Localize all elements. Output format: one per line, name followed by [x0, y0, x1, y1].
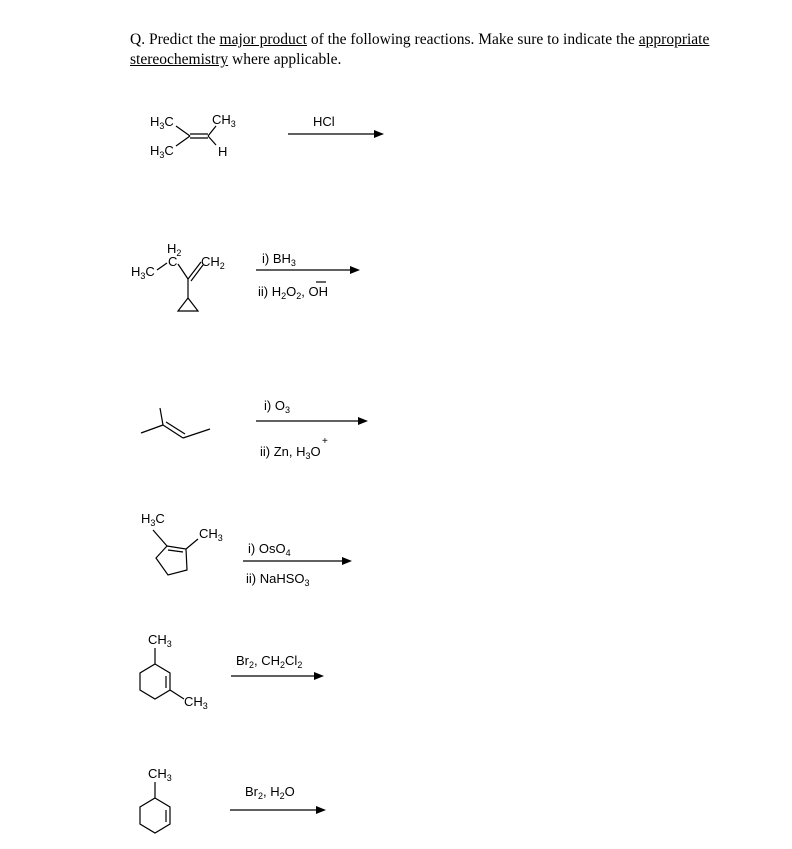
r3-bond — [160, 408, 163, 425]
r2-label-d: $H_3C$ — [131, 264, 155, 281]
r3-positive-charge: + — [322, 436, 328, 447]
r4-bond — [153, 530, 167, 546]
reaction-6-substrate — [140, 766, 172, 833]
r4-ring-double-bond — [168, 550, 183, 552]
reaction-1-substrate — [150, 112, 236, 160]
r1-label-b: $CH_3$ — [212, 112, 236, 129]
r3-reagent-2: ii) Zn, $H_3O$ — [260, 444, 321, 461]
r6-arrowhead — [316, 806, 326, 814]
r1-bond — [208, 126, 216, 136]
r3-bond — [183, 429, 210, 438]
r1-label-a: $H_3C$ — [150, 114, 174, 131]
reaction-4-substrate — [141, 511, 223, 575]
r3-reagent-1: i) $O_3$ — [264, 398, 290, 415]
r4-arrowhead — [342, 557, 352, 565]
r2-label-a: $H_2$ — [167, 241, 182, 258]
r6-label-a: $CH_3$ — [148, 766, 172, 783]
question-underlined-stereochemistry: appropriate stereochemistry — [130, 31, 710, 68]
r1-reagent-1: HCl — [313, 114, 335, 129]
r1-label-c: $H_3C$ — [150, 143, 174, 160]
reaction-3-substrate — [141, 408, 210, 438]
r5-label-b: $CH_3$ — [184, 694, 208, 711]
r4-label-a: $H_3C$ — [141, 511, 165, 528]
reaction-5 — [140, 632, 324, 711]
r2-arrowhead — [350, 266, 360, 274]
r5-reagent-1: $Br_2$, $CH_2Cl_2$ — [236, 653, 303, 670]
r3-arrowhead — [358, 417, 368, 425]
r2-bond — [178, 264, 188, 279]
r1-bond — [176, 136, 190, 146]
r4-label-b: $CH_3$ — [199, 526, 223, 543]
r1-bond — [176, 126, 190, 136]
r2-bond — [157, 263, 167, 270]
r2-reagent-1: i) $BH_3$ — [262, 251, 296, 268]
r5-label-a: $CH_3$ — [148, 632, 172, 649]
question-prefix: Q. Predict the — [130, 31, 220, 48]
reaction-3 — [141, 398, 368, 461]
question-suffix: where applicable. — [228, 51, 342, 68]
question-middle: of the following reactions. Make sure to indicate the — [306, 31, 639, 48]
r5-arrowhead — [314, 672, 324, 680]
r2-label-c: $CH_2$ — [201, 254, 225, 271]
question-underlined-major-product: major product — [219, 31, 307, 48]
r2-cyclopropane — [178, 298, 198, 311]
r2-reagent-2: ii) $H_2O_2$, OH — [258, 284, 328, 301]
reaction-2-substrate — [131, 241, 225, 311]
r5-bond — [170, 690, 184, 699]
r2-label-b: C — [168, 254, 178, 269]
r6-reagent-1: $Br_2$, $H_2O$ — [245, 784, 295, 801]
reaction-5-substrate — [140, 632, 208, 711]
r4-reagent-1: i) OsO$_4$ — [248, 541, 291, 558]
r4-bond — [186, 539, 198, 549]
r3-bond — [141, 425, 163, 433]
r3-double-bond — [166, 422, 185, 434]
r1-arrowhead — [374, 130, 384, 138]
r1-label-d: H — [218, 144, 228, 159]
reaction-2 — [131, 241, 360, 311]
r1-bond — [208, 136, 216, 145]
reaction-4 — [141, 511, 352, 588]
reaction-6 — [140, 766, 326, 833]
reaction-1 — [150, 112, 384, 160]
r4-reagent-2: ii) NaHSO$_3$ — [246, 571, 310, 588]
